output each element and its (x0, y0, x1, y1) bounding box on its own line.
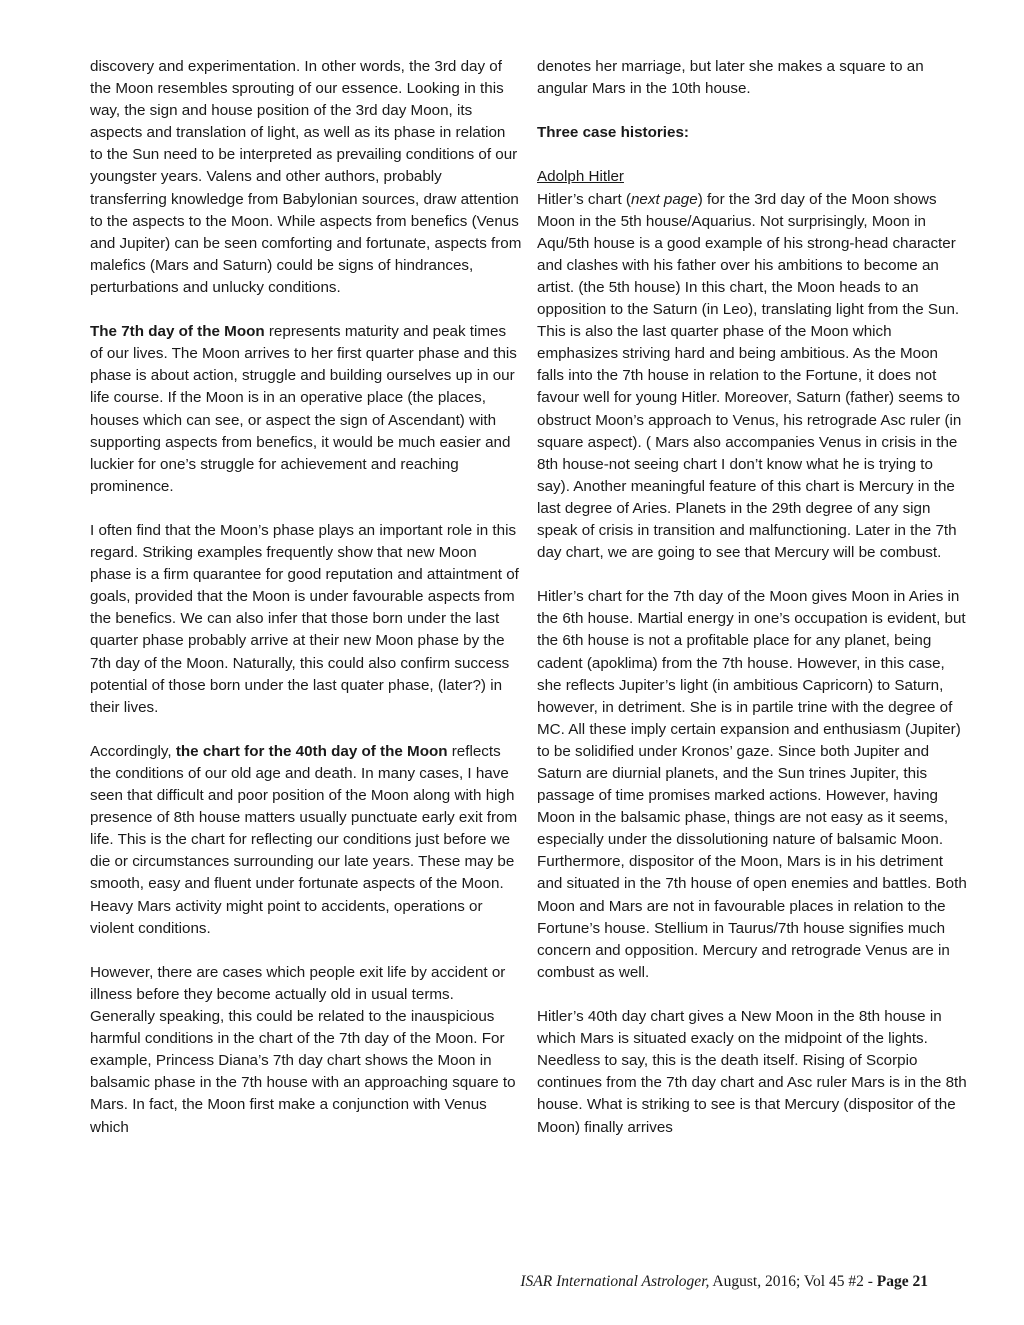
paragraph: discovery and experimentation. In other words, the 3rd day of the Moon resembles sprouting of our essence. Looking in this way, the sign and house position of the 3rd day Moon, its aspects and translation of light, as well as its phase in relation to the Sun need to be interpreted as prevailing conditions of our youngster years. Valens and other authors, probably transferring knowledge from Babylonian sources, draw attention to the aspects to the Moon. While aspects from benefics (Venus and Jupiter) can be seen comforting and fortunate, aspects from malefics (Mars and Saturn) could be signs of hindrances, perturbations and unlucky conditions. (90, 58, 522, 296)
paragraph-40th-day: Accordingly, the chart for the 40th day of the Moon reflects the conditions of our old age and death. In many cases, I have seen that difficult and poor position of the Moon along with high presence of 8th house matters usually punctuate early exit from life. This is the chart for reflecting our conditions just before we die or circumstances surrounding our late years. These may be smooth, easy and fluent under fortunate aspects of the Moon. Heavy Mars activity might point to accidents, operations or violent conditions. (90, 742, 518, 937)
paragraph: Hitler’s 40th day chart gives a New Moon in the 8th house in which Mars is situated exacly on the midpoint of the lights. Needless to say, this is the death itself. Rising of Scorpio continues from the 7th day chart and Asc ruler Mars is in the 8th house. What is striking to see is that Mercury (dispositor of the Moon) finally arrives (537, 1008, 967, 1136)
paragraph: However, there are cases which people exit life by accident or illness before they become actually old in usual terms. Generally speaking, this could be related to the inauspicious harmful conditions in the chart of the 7th day of the Moon. For example, Princess Diana’s 7th day chart shows the Moon in balsamic phase in the 7th house with an approaching square to Mars. In fact, the Moon first make a conjunction with Venus which (90, 963, 516, 1136)
section-heading: Three case histories: (537, 124, 689, 142)
issue-info: August, 2016; Vol 45 #2 - (709, 1273, 877, 1290)
paragraph: Hitler’s chart (next page) for the 3rd day of the Moon shows Moon in the 5th house/Aquarius. Not surprisingly, Moon in Aqu/5th house is a good example of his strong-head character and clashes with his father over his ambitions to become an artist. (the 5th house) In this chart, the Moon heads to an opposition to the Saturn (in Leo), translating light from the Sun. This is also the last quarter phase of the Moon which emphasizes striving hard and being ambitious. As the Moon falls into the 7th house in relation to the Fortune, it does not favour well for young Hitler. Moreover, Saturn (father) seems to obstruct Moon’s approach to Venus, his retrograde Asc ruler (in square aspect). ( Mars also accompanies Venus in crisis in the 8th house-not seeing chart I don’t know what he is trying to say). Another meaningful feature of this chart is Mercury in the last degree of Aries. Planets in the 29th degree of any sign speak of crisis in transition and malfunctioning. Later in the 7th day chart, we are going to see that Mercury will be combust. (537, 190, 962, 562)
paragraph: I often find that the Moon’s phase plays an important role in this regard. Striking examples frequently show that new Moon phase is a firm quarantee for good reputation and attaintment of goals, provided that the Moon is under favourable aspects from the benefics. We can also infer that those born under the last quarter phase probably arrive at their new Moon phase by the 7th day of the Moon. Naturally, this could also confirm success potential of those born under the last quater phase, (later?) in their lives. (90, 521, 519, 716)
subheading: Adolph Hitler (537, 168, 624, 186)
paragraph: Hitler’s chart for the 7th day of the Moon gives Moon in Aries in the 6th house. Martial energy in one’s occupation is evident, but the 6th house is not a profitable place for any planet, being cadent (apoklima) from the 7th house. However, in this case, she reflects Jupiter’s light (in ambitious Capricorn) to Saturn, however, in detriment. She is in partile trine with the degree of MC. All these imply certain expansion and enthusiasm (Jupiter) to be solidified under Kronos’ gaze. Since both Jupiter and Saturn are diurnial planets, and the Sun trines Jupiter, this passage of time promises marked actions. However, having Moon in the balsamic phase, things are not easy as it seems, especially under the dissolutioning nature of balsamic Moon. Furthermore, dispositor of the Moon, Mars is in his detriment and situated in the 7th house of open enemies and battles. Both Moon and Mars are not in favourable places in relation to the Fortune’s house. Stellium in Taurus/7th house signifies much concern and opposition. Mercury and retrograde Venus are in combust as well. (537, 588, 967, 981)
paragraph: denotes her marriage, but later she makes a square to an angular Mars in the 10th house. (537, 58, 924, 98)
section-lead: The 7th day of the Moon (90, 323, 265, 341)
right-column (537, 56, 969, 1161)
left-column (90, 56, 522, 1161)
paragraph-7th-day: The 7th day of the Moon represents maturity and peak times of our lives. The Moon arrives to her first quarter phase and this phase is about action, struggle and building ourselves up in our life course. If the Moon is in an operative place (the places, houses which can see, or aspect the sign of Ascendant) with supporting aspects from benefics, it would be much easier and luckier for one’s struggle for achievement and reaching prominence. (90, 323, 517, 495)
publication-name: ISAR International Astrologer, (520, 1273, 710, 1290)
page-number: Page 21 (876, 1273, 928, 1290)
section-lead: the chart for the 40th day of the Moon (175, 742, 448, 760)
page-footer (430, 1273, 928, 1291)
